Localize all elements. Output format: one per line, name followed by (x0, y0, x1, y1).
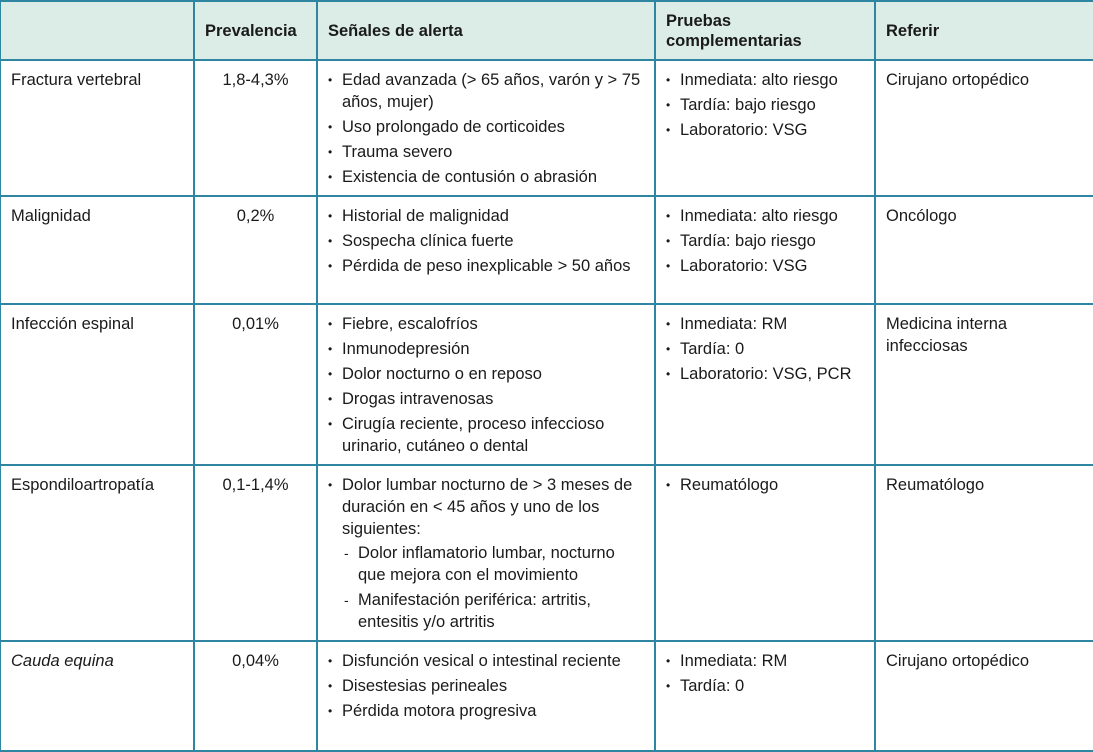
alert-item (328, 675, 644, 697)
alert-item (328, 313, 644, 335)
condition-cell: Malignidad (0, 196, 194, 304)
test-item: • Inmediata: alto riesgo (666, 69, 864, 91)
tests-list (666, 313, 864, 385)
alert-text: Disestesias perineales (342, 677, 508, 695)
refer-cell: Reumatólogo (875, 465, 1093, 641)
alert-text: Inmunodepresión (342, 340, 470, 358)
alert-text: Sospecha clínica fuerte (342, 232, 514, 250)
tests-cell (655, 60, 875, 196)
prevalence-cell: 0,1-1,4% (194, 465, 317, 641)
test-item: • Tardía: 0 (666, 338, 864, 360)
alert-item (328, 166, 644, 188)
alerts-cell (317, 304, 655, 465)
alerts-cell (317, 60, 655, 196)
refer-cell: Cirujano ortopédico (875, 60, 1093, 196)
condition-cell: Cauda equina (0, 641, 194, 751)
tests-cell (655, 304, 875, 465)
test-item: • Laboratorio: VSG (666, 255, 864, 277)
condition-cell: Fractura vertebral (0, 60, 194, 196)
header-tests: Pruebas complementarias (655, 1, 875, 60)
alert-item (328, 116, 644, 138)
alerts-list (328, 313, 644, 457)
alert-item (328, 363, 644, 385)
tests-list (666, 69, 864, 141)
alerts-list (328, 205, 644, 277)
table-row (0, 60, 1093, 196)
alert-text: Existencia de contusión o abrasión (342, 168, 597, 186)
table-row (0, 465, 1093, 641)
alert-item (328, 700, 644, 722)
prevalence-cell: 0,2% (194, 196, 317, 304)
refer-cell: Medicina interna infecciosas (875, 304, 1093, 465)
alert-item (328, 141, 644, 163)
header-condition (0, 1, 194, 60)
test-item: • Laboratorio: VSG, PCR (666, 363, 864, 385)
table-row (0, 196, 1093, 304)
refer-cell: Oncólogo (875, 196, 1093, 304)
alerts-list (328, 474, 644, 633)
alert-text: Fiebre, escalofríos (342, 315, 478, 333)
alert-subitem: - Manifestación periférica: artritis, entesitis y/o artritis (342, 589, 644, 633)
alerts-list (328, 650, 644, 722)
alert-text: Trauma severo (342, 143, 453, 161)
table-row (0, 304, 1093, 465)
table-row (0, 641, 1093, 751)
alert-item (328, 205, 644, 227)
prevalence-cell: 1,8-4,3% (194, 60, 317, 196)
test-item: • Reumatólogo (666, 474, 864, 496)
prevalence-cell: 0,04% (194, 641, 317, 751)
header-prevalence: Prevalencia (194, 1, 317, 60)
condition-cell: Espondiloartropatía (0, 465, 194, 641)
test-item: • Tardía: bajo riesgo (666, 230, 864, 252)
refer-cell: Cirujano ortopédico (875, 641, 1093, 751)
alerts-cell (317, 465, 655, 641)
tests-cell (655, 196, 875, 304)
tests-cell (655, 465, 875, 641)
test-item: • Tardía: 0 (666, 675, 864, 697)
table-body (0, 60, 1093, 751)
alerts-list (328, 69, 644, 188)
test-item: • Inmediata: alto riesgo (666, 205, 864, 227)
alert-text: Cirugía reciente, proceso infeccioso urinario, cutáneo o dental (342, 415, 605, 455)
tests-list (666, 205, 864, 277)
header-refer: Referir (875, 1, 1093, 60)
alert-sublist (342, 542, 644, 633)
alert-text: Historial de malignidad (342, 207, 509, 225)
header-row (0, 1, 1093, 60)
alert-subitem: - Dolor inflamatorio lumbar, nocturno que mejora con el movimiento (342, 542, 644, 586)
alert-text: Edad avanzada (> 65 años, varón y > 75 años, mujer) (342, 71, 641, 111)
test-item: • Inmediata: RM (666, 650, 864, 672)
alert-text: Drogas intravenosas (342, 390, 494, 408)
test-item: • Laboratorio: VSG (666, 119, 864, 141)
header-alerts: Señales de alerta (317, 1, 655, 60)
prevalence-cell: 0,01% (194, 304, 317, 465)
test-item: • Tardía: bajo riesgo (666, 94, 864, 116)
alert-text: Uso prolongado de corticoides (342, 118, 565, 136)
tests-list (666, 650, 864, 697)
alert-item (328, 338, 644, 360)
alert-item (328, 650, 644, 672)
alert-item (328, 413, 644, 457)
alert-text: Pérdida motora progresiva (342, 702, 537, 720)
alert-text: Dolor lumbar nocturno de > 3 meses de duración en < 45 años y uno de los siguientes: (342, 476, 633, 538)
alerts-cell (317, 641, 655, 751)
tests-cell (655, 641, 875, 751)
alert-text: Dolor nocturno o en reposo (342, 365, 542, 383)
alert-item (328, 474, 644, 633)
alert-item (328, 69, 644, 113)
alert-text: Disfunción vesical o intestinal reciente (342, 652, 621, 670)
tests-list (666, 474, 864, 496)
condition-cell: Infección espinal (0, 304, 194, 465)
alert-text: Pérdida de peso inexplicable > 50 años (342, 257, 631, 275)
alerts-cell (317, 196, 655, 304)
test-item: • Inmediata: RM (666, 313, 864, 335)
alert-item (328, 230, 644, 252)
alert-item (328, 255, 644, 277)
alert-item (328, 388, 644, 410)
